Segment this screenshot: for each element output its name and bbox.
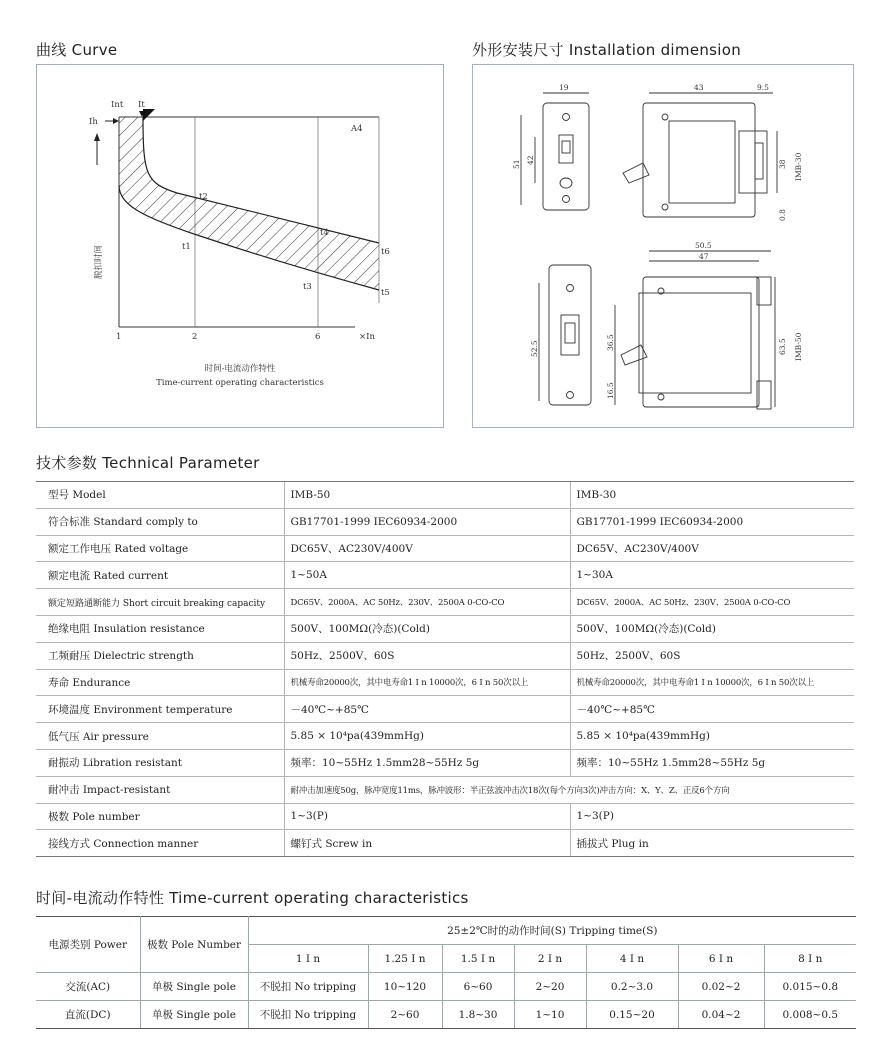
tech-value-imb30: 机械寿命20000次，其中电寿命1 I n 10000次，6 I n 50次以上 [570,669,854,696]
dim-52-5: 52.5 [530,340,539,357]
tc-multiple-header: 6 I n [678,945,764,973]
tech-row-label: 工频耐压 Dielectric strength [36,642,284,669]
tech-value-imb50: GB17701-1999 IEC60934-2000 [284,508,570,535]
side-view-bottom [643,277,759,407]
tech-row [36,669,854,696]
tech-row-label: 符合标准 Standard comply to [36,508,284,535]
tech-row [36,508,854,535]
label-t2: t2 [199,192,208,202]
tech-row-label: 极数 Pole number [36,803,284,830]
tc-pole-cell: 单极 Single pole [140,1001,248,1029]
tech-row-label: 额定短路通断能力 Short circuit breaking capacity [36,589,284,616]
tech-row [36,562,854,589]
tc-time-cell: 2~20 [514,973,586,1001]
xtick-xin: ×In [359,332,375,342]
side-body [669,121,735,203]
tech-section-title: 技术参数 Technical Parameter [36,454,260,472]
tech-row [36,482,854,509]
tc-time-cell: 不脱扣 No tripping [248,1001,368,1029]
tech-value-imb30: 500V、100MΩ(冷态)(Cold) [570,615,854,642]
tech-value-imb30: 50Hz、2500V、60S [570,642,854,669]
dim-43: 43 [694,83,704,92]
curve-section-title: 曲线 Curve [36,41,118,59]
toggle-lever-icon [565,323,575,343]
curve-caption-en: Time-current operating characteristics [156,378,324,388]
label-t5: t5 [381,288,390,298]
label-int: Int [111,100,124,110]
tc-multiple-header: 8 I n [764,945,856,973]
tech-value-imb50: 1~50A [284,562,570,589]
tech-row [36,535,854,562]
tech-row [36,749,854,776]
dim-19: 19 [559,83,569,92]
toggle-lever-icon [562,141,570,153]
curve-panel [36,64,444,428]
tc-time-cell: 0.008~0.5 [764,1001,856,1029]
installation-drawing [473,65,853,427]
time-current-table [36,916,856,1029]
tech-value-imb30: DC65V、AC230V/400V [570,535,854,562]
label-ih: Ih [89,117,98,127]
tc-time-cell: 10~120 [368,973,442,1001]
tech-row-label: 低气压 Air pressure [36,723,284,750]
tech-parameter-table [36,481,854,857]
tech-row [36,776,854,803]
xtick-1: 1 [116,332,122,342]
tech-row [36,615,854,642]
tech-value-imb30: GB17701-1999 IEC60934-2000 [570,508,854,535]
tc-multiple-header: 2 I n [514,945,586,973]
tech-row [36,642,854,669]
screw-hole-icon [563,114,570,121]
install-section-title: 外形安装尺寸 Installation dimension [472,41,742,59]
tc-time-cell: 1~10 [514,1001,586,1029]
tech-value-imb30: 1~3(P) [570,803,854,830]
tech-row [36,803,854,830]
it-marker-icon [143,109,155,121]
dim-47: 47 [699,252,709,261]
screw-hole-icon [567,285,574,292]
tc-multiple-header: 1 I n [248,945,368,973]
tc-power-cell: 直流(DC) [36,1001,140,1029]
screw-hole-icon [658,394,664,400]
tech-row [36,696,854,723]
tech-row [36,830,854,857]
screw-hole-icon [662,114,668,120]
tc-time-cell: 6~60 [442,973,514,1001]
dim-51: 51 [512,159,521,169]
tech-row-label: 环境温度 Environment temperature [36,696,284,723]
xtick-2: 2 [192,332,198,342]
tech-row-label: 型号 Model [36,482,284,509]
tech-value-imb30: －40℃~+85℃ [570,696,854,723]
label-a4: A4 [351,124,363,134]
front-view-top [543,103,589,210]
dim-42: 42 [526,155,535,165]
tc-header-group: 25±2℃时的动作时间(S) Tripping time(S) [248,917,856,945]
tc-multiple-header: 4 I n [586,945,678,973]
lever-icon [623,163,649,183]
tech-value-imb50: 频率：10~55Hz 1.5mm28~55Hz 5g [284,749,570,776]
tech-row-label: 额定电流 Rated current [36,562,284,589]
tech-value-imb30: 插拔式 Plug in [570,830,854,857]
xtick-6: 6 [315,332,321,342]
tc-time-cell: 2~60 [368,1001,442,1029]
tech-value-imb30: IMB-30 [570,482,854,509]
tech-value-imb50: 500V、100MΩ(冷态)(Cold) [284,615,570,642]
curve-ylabel: 脱扣时间 [94,244,104,279]
tc-power-cell: 交流(AC) [36,973,140,1001]
label-t3: t3 [303,282,312,292]
tc-time-cell: 0.15~20 [586,1001,678,1029]
tech-row [36,723,854,750]
tech-value-imb50: DC65V、AC230V/400V [284,535,570,562]
tech-row-label: 额定工作电压 Rated voltage [36,535,284,562]
dim-50-5: 50.5 [695,241,712,250]
tc-time-cell: 不脱扣 No tripping [248,973,368,1001]
tech-value-imb50: 1~3(P) [284,803,570,830]
toggle-icon [559,135,573,163]
tc-multiple-header: 1.25 I n [368,945,442,973]
dim-36-5: 36.5 [606,334,615,351]
tech-value-imb50: DC65V、2000A、AC 50Hz、230V、2500A 0-CO-CO [284,589,570,616]
screw-hole-icon [662,204,668,210]
tc-time-cell: 0.04~2 [678,1001,764,1029]
tech-value-imb50: 螺钉式 Screw in [284,830,570,857]
tc-time-cell: 0.02~2 [678,973,764,1001]
tc-time-cell: 1.8~30 [442,1001,514,1029]
tc-header-power: 电源类别 Power [36,917,140,973]
label-t4: t4 [320,228,329,238]
dim-9-5: 9.5 [757,83,769,92]
label-imb50: IMB-50 [794,332,803,361]
time-current-curve [37,65,443,427]
tech-value-imb30: 1~30A [570,562,854,589]
dim-38: 38 [778,159,787,169]
tech-row-label: 绝缘电阻 Insulation resistance [36,615,284,642]
front-view-bottom [549,265,591,405]
tech-row-label: 耐振动 Libration resistant [36,749,284,776]
tech-value-imb50: 机械寿命20000次，其中电寿命1 I n 10000次，6 I n 50次以上 [284,669,570,696]
screw-hole-icon [563,196,570,203]
tc-time-cell: 0.015~0.8 [764,973,856,1001]
curve-caption-cn: 时间-电流动作特性 [204,364,276,374]
tech-row-label: 耐冲击 Impact-resistant [36,776,284,803]
label-it: It [138,100,145,110]
side-terminal-inner [755,143,763,179]
tc-header-poles: 极数 Pole Number [140,917,248,973]
tech-value-imb50: －40℃~+85℃ [284,696,570,723]
tech-value-imb30: 频率：10~55Hz 1.5mm28~55Hz 5g [570,749,854,776]
y-arrow-head-icon [94,133,100,141]
dim-0-8: 0.8 [778,209,787,221]
tc-multiple-header: 1.5 I n [442,945,514,973]
label-imb30: IMB-30 [794,152,803,181]
dim-63-5: 63.5 [778,338,787,355]
label-t1: t1 [182,242,191,252]
tech-value-imb50: 50Hz、2500V、60S [284,642,570,669]
tc-section-title: 时间-电流动作特性 Time-current operating characteristics [36,889,469,907]
side-body-bottom [639,293,751,393]
label-t6: t6 [381,247,390,257]
screw-hole-icon [567,392,574,399]
ih-arrow-head-icon [113,118,119,124]
tech-value-imb30: DC65V、2000A、AC 50Hz、230V、2500A 0-CO-CO [570,589,854,616]
tech-row-merged-value: 耐冲击加速度50g，脉冲宽度11ms，脉冲波形：半正弦波冲击次18次(每个方向3次)冲击方向：X、Y、Z、正反6个方向 [284,776,854,803]
tech-value-imb50: 5.85 × 10⁴pa(439mmHg) [284,723,570,750]
tech-value-imb30: 5.85 × 10⁴pa(439mmHg) [570,723,854,750]
install-panel [472,64,854,428]
tech-row [36,589,854,616]
tech-value-imb50: IMB-50 [284,482,570,509]
toggle-icon [561,315,579,355]
side-view-top [643,103,755,217]
tc-pole-cell: 单极 Single pole [140,973,248,1001]
tc-time-cell: 0.2~3.0 [586,973,678,1001]
tech-row-label: 寿命 Endurance [36,669,284,696]
dim-16-5: 16.5 [606,382,615,399]
reset-button-icon [560,178,572,188]
tripping-band [119,117,379,290]
tech-row-label: 接线方式 Connection manner [36,830,284,857]
